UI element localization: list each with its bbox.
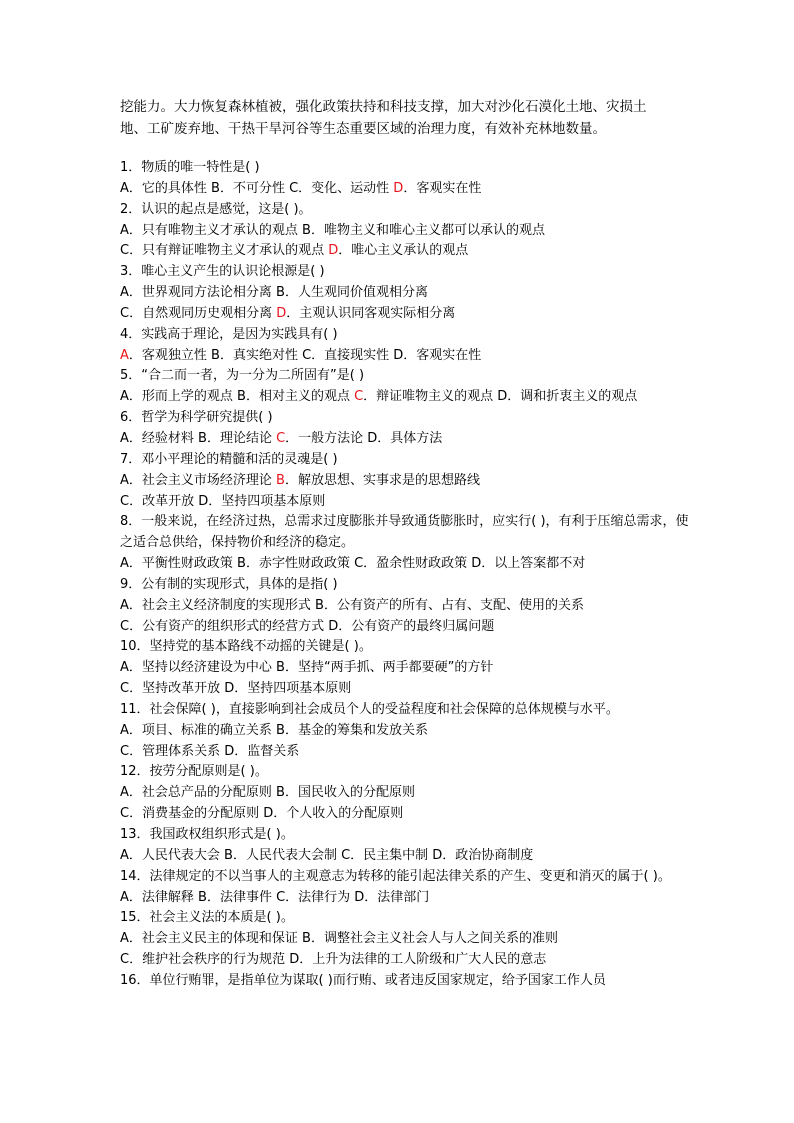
option-text: A．坚持以经济建设为中心 B．坚持“两手抓、两手都要硬”的方针 bbox=[120, 660, 494, 676]
option-text: A．社会主义民主的体现和保证 B．调整社会主义社会人与人之间关系的准则 bbox=[120, 931, 558, 947]
option-line bbox=[120, 617, 690, 638]
option-line bbox=[120, 846, 690, 867]
question-stem: 11．社会保障( )，直接影响到社会成员个人的受益程度和社会保障的总体规模与水平。 bbox=[120, 701, 619, 717]
option-text: ．解放思想、实事求是的思想路线 bbox=[284, 472, 480, 488]
option-text: A．只有唯物主义才承认的观点 B．唯物主义和唯心主义都可以承认的观点 bbox=[120, 222, 545, 238]
answer-letter: D bbox=[328, 243, 339, 259]
answer-letter: C bbox=[276, 430, 286, 446]
question-stem: 12．按劳分配原则是( )。 bbox=[120, 764, 268, 780]
option-line bbox=[120, 241, 690, 262]
option-text: ．唯心主义承认的观点 bbox=[338, 243, 469, 259]
option-text: ．一般方法论 D．具体方法 bbox=[285, 430, 443, 446]
option-text: A．项目、标准的确立关系 B．基金的筹集和发放关系 bbox=[120, 722, 428, 738]
option-text: C．只有辩证唯物主义才承认的观点 bbox=[120, 243, 329, 259]
option-line bbox=[120, 596, 690, 617]
option-text: A．社会主义市场经济理论 bbox=[120, 472, 277, 488]
answer-letter: B bbox=[276, 472, 285, 488]
question-stem: 7．邓小平理论的精髓和活的灵魂是( ) bbox=[120, 451, 338, 467]
option-text: C．改革开放 D．坚持四项基本原则 bbox=[120, 493, 326, 509]
option-text: ．客观实在性 bbox=[403, 180, 482, 196]
option-text: A．平衡性财政政策 B．赤字性财政政策 C．盈余性财政政策 D．以上答案都不对 bbox=[120, 556, 586, 572]
answer-letter: A bbox=[120, 347, 129, 363]
option-text: A．法律解释 B．法律事件 C．法律行为 D．法律部门 bbox=[120, 889, 430, 905]
option-line bbox=[120, 304, 690, 325]
question-stem: 2．认识的起点是感觉，这是( )。 bbox=[120, 201, 312, 217]
option-line bbox=[120, 554, 690, 575]
answer-letter: D bbox=[276, 305, 287, 321]
option-text: A．世界观同方法论相分离 B．人生观同价值观相分离 bbox=[120, 285, 428, 301]
question-stem: 6．哲学为科学研究提供( ) bbox=[120, 410, 273, 426]
option-text: ．客观独立性 B．真实绝对性 C．直接现实性 D．客观实在性 bbox=[128, 347, 482, 363]
question-stem: 14．法律规定的不以当事人的主观意志为转移的能引起法律关系的产生、变更和消灭的属于( )。 bbox=[120, 868, 671, 884]
intro-line: 地、工矿废弃地、干热干旱河谷等生态重要区域的治理力度，有效补充林地数量。 bbox=[120, 121, 606, 137]
question-stem: 3．唯心主义产生的认识论根源是( ) bbox=[120, 264, 325, 280]
option-line bbox=[120, 346, 690, 367]
intro-line: 挖能力。大力恢复森林植被，强化政策扶持和科技支撑，加大对沙化石漠化土地、灾损土 bbox=[120, 99, 647, 115]
option-text: ．主观认识同客观实际相分离 bbox=[286, 305, 456, 321]
option-line bbox=[120, 492, 690, 513]
option-line bbox=[120, 179, 690, 200]
question-stem: 1．物质的唯一特性是( ) bbox=[120, 160, 260, 175]
option-line bbox=[120, 658, 690, 679]
option-line bbox=[120, 429, 690, 450]
question-stem: 5．“合二而一者，为一分为二所固有”是( ) bbox=[120, 368, 365, 384]
option-text: C．公有资产的组织形式的经营方式 D．公有资产的最终归属问题 bbox=[120, 618, 495, 634]
option-line bbox=[120, 721, 690, 742]
option-text: ．辩证唯物主义的观点 D．调和折衷主义的观点 bbox=[363, 389, 638, 405]
option-text: A．它的具体性 B．不可分性 C．变化、运动性 bbox=[120, 180, 394, 196]
option-line bbox=[120, 471, 690, 492]
option-text: A．社会总产品的分配原则 B．国民收入的分配原则 bbox=[120, 785, 415, 801]
option-text: C．维护社会秩序的行为规范 D．上升为法律的工人阶级和广大人民的意志 bbox=[120, 952, 547, 968]
question-stem: 10．坚持党的基本路线不动摇的关键是( )。 bbox=[120, 639, 372, 655]
option-line bbox=[120, 783, 690, 804]
option-line bbox=[120, 742, 690, 763]
question-stem: 15．社会主义法的本质是( )。 bbox=[120, 910, 294, 926]
option-line bbox=[120, 929, 690, 950]
intro-paragraph bbox=[120, 96, 680, 140]
question-stem: 4．实践高于理论，是因为实践具有( ) bbox=[120, 326, 338, 342]
question-list bbox=[120, 158, 690, 992]
option-text: C．管理体系关系 D．监督关系 bbox=[120, 743, 300, 759]
option-text: A．人民代表大会 B．人民代表大会制 C．民主集中制 D．政治协商制度 bbox=[120, 847, 534, 863]
option-text: A．形而上学的观点 B．相对主义的观点 bbox=[120, 389, 355, 405]
option-line bbox=[120, 804, 690, 825]
option-line bbox=[120, 283, 690, 304]
answer-letter: D bbox=[393, 180, 404, 196]
option-line bbox=[120, 950, 690, 971]
question-stem: 16．单位行贿罪，是指单位为谋取( )而行贿、或者违反国家规定，给予国家工作人员 bbox=[120, 972, 606, 988]
option-line bbox=[120, 888, 690, 909]
option-line bbox=[120, 221, 690, 242]
option-text: A．经验材料 B．理论结论 bbox=[120, 430, 277, 446]
question-stem: 8．一般来说，在经济过热，总需求过度膨胀并导致通货膨胀时，应实行( )，有利于压缩总需求，使之适合总供给，保持物价和经济的稳定。 bbox=[120, 514, 689, 551]
option-text: C．消费基金的分配原则 D．个人收入的分配原则 bbox=[120, 806, 404, 822]
option-text: A．社会主义经济制度的实现形式 B．公有资产的所有、占有、支配、使用的关系 bbox=[120, 597, 584, 613]
option-text: C．自然观同历史观相分离 bbox=[120, 305, 277, 321]
option-line bbox=[120, 679, 690, 700]
option-line bbox=[120, 387, 690, 408]
question-stem: 13．我国政权组织形式是( )。 bbox=[120, 827, 294, 842]
option-text: C．坚持改革开放 D．坚持四项基本原则 bbox=[120, 681, 352, 697]
answer-letter: C bbox=[354, 389, 364, 405]
question-stem: 9．公有制的实现形式，具体的是指( ) bbox=[120, 576, 338, 592]
